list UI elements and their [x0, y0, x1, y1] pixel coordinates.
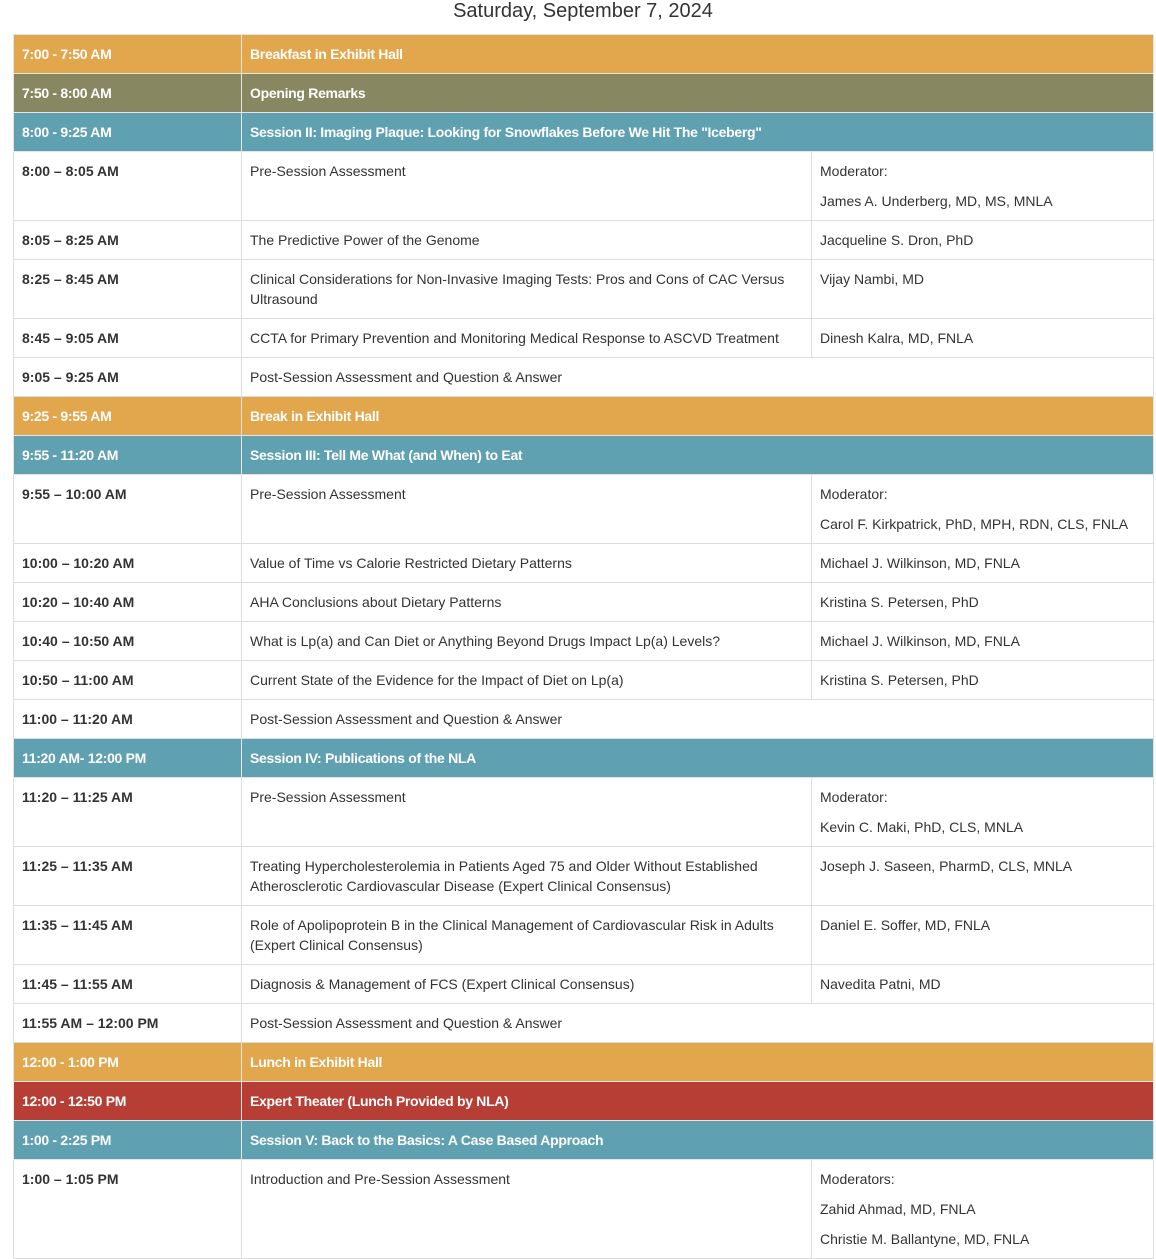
banner-time: 8:00 - 9:25 AM [14, 113, 242, 152]
speaker-cell [812, 906, 1154, 965]
moderator-label: Moderator: [820, 789, 888, 805]
schedule-row [14, 260, 1154, 319]
session-time: 10:50 – 11:00 AM [14, 661, 242, 700]
session-time: 10:00 – 10:20 AM [14, 544, 242, 583]
banner-time: 7:00 - 7:50 AM [14, 35, 242, 74]
schedule-row [14, 906, 1154, 965]
banner-title: Session II: Imaging Plaque: Looking for Snowflakes Before We Hit The "Iceberg" [242, 113, 1154, 152]
banner-title: Session V: Back to the Basics: A Case Based Approach [242, 1121, 1154, 1160]
speaker-cell [812, 778, 1154, 847]
session-title: What is Lp(a) and Can Diet or Anything Beyond Drugs Impact Lp(a) Levels? [242, 622, 812, 661]
session-title: Value of Time vs Calorie Restricted Dietary Patterns [242, 544, 812, 583]
speaker-name: Michael J. Wilkinson, MD, FNLA [820, 633, 1020, 649]
speaker-cell [812, 583, 1154, 622]
session-time: 9:05 – 9:25 AM [14, 358, 242, 397]
speaker-name: Kevin C. Maki, PhD, CLS, MNLA [820, 819, 1024, 835]
session-time: 11:20 – 11:25 AM [14, 778, 242, 847]
speaker-name: Christie M. Ballantyne, MD, FNLA [820, 1231, 1030, 1247]
speaker-cell [812, 661, 1154, 700]
banner-time: 11:20 AM- 12:00 PM [14, 739, 242, 778]
speaker-cell [812, 221, 1154, 260]
speaker-name: Jacqueline S. Dron, PhD [820, 232, 974, 248]
speaker-name: Dinesh Kalra, MD, FNLA [820, 330, 974, 346]
session-title: Clinical Considerations for Non-Invasive Imaging Tests: Pros and Cons of CAC Versus Ultrasound [242, 260, 812, 319]
schedule-banner-row [14, 1121, 1154, 1160]
session-title: Treating Hypercholesterolemia in Patients Aged 75 and Older Without Established Atherosclerotic Cardiovascular Disease (Expert Clinical Consensus) [242, 847, 812, 906]
session-title: Role of Apolipoprotein B in the Clinical Management of Cardiovascular Risk in Adults (Expert Clinical Consensus) [242, 906, 812, 965]
banner-time: 9:55 - 11:20 AM [14, 436, 242, 475]
schedule-body [14, 35, 1154, 1259]
schedule-row [14, 1160, 1154, 1259]
schedule-row [14, 475, 1154, 544]
banner-time: 7:50 - 8:00 AM [14, 74, 242, 113]
speaker-cell [812, 260, 1154, 319]
session-time: 9:55 – 10:00 AM [14, 475, 242, 544]
session-time: 11:25 – 11:35 AM [14, 847, 242, 906]
session-time: 11:35 – 11:45 AM [14, 906, 242, 965]
speaker-name: Kristina S. Petersen, PhD [820, 594, 979, 610]
session-time: 8:05 – 8:25 AM [14, 221, 242, 260]
banner-time: 12:00 - 12:50 PM [14, 1082, 242, 1121]
banner-title: Session III: Tell Me What (and When) to Eat [242, 436, 1154, 475]
session-time: 8:45 – 9:05 AM [14, 319, 242, 358]
session-time: 8:00 – 8:05 AM [14, 152, 242, 221]
speaker-name: Daniel E. Soffer, MD, FNLA [820, 917, 991, 933]
speaker-cell [812, 319, 1154, 358]
session-title: Introduction and Pre-Session Assessment [242, 1160, 812, 1259]
session-title: Post-Session Assessment and Question & Answer [242, 700, 1154, 739]
banner-title: Opening Remarks [242, 74, 1154, 113]
schedule-banner-row [14, 74, 1154, 113]
schedule-row [14, 583, 1154, 622]
banner-title: Breakfast in Exhibit Hall [242, 35, 1154, 74]
session-time: 10:20 – 10:40 AM [14, 583, 242, 622]
schedule-row [14, 358, 1154, 397]
session-title: CCTA for Primary Prevention and Monitoring Medical Response to ASCVD Treatment [242, 319, 812, 358]
schedule-row [14, 700, 1154, 739]
session-time: 11:45 – 11:55 AM [14, 965, 242, 1004]
schedule-table [13, 34, 1154, 1259]
schedule-row [14, 221, 1154, 260]
schedule-banner-row [14, 1043, 1154, 1082]
speaker-name: Navedita Patni, MD [820, 976, 941, 992]
schedule-banner-row [14, 1082, 1154, 1121]
schedule-row [14, 1004, 1154, 1043]
session-title: AHA Conclusions about Dietary Patterns [242, 583, 812, 622]
speaker-name: Kristina S. Petersen, PhD [820, 672, 979, 688]
schedule-row [14, 319, 1154, 358]
speaker-name: James A. Underberg, MD, MS, MNLA [820, 193, 1053, 209]
schedule-row [14, 622, 1154, 661]
banner-time: 12:00 - 1:00 PM [14, 1043, 242, 1082]
schedule-row [14, 847, 1154, 906]
moderator-label: Moderator: [820, 163, 888, 179]
session-time: 1:00 – 1:05 PM [14, 1160, 242, 1259]
speaker-cell [812, 475, 1154, 544]
speaker-name: Joseph J. Saseen, PharmD, CLS, MNLA [820, 858, 1073, 874]
banner-time: 1:00 - 2:25 PM [14, 1121, 242, 1160]
schedule-row [14, 778, 1154, 847]
schedule-banner-row [14, 113, 1154, 152]
speaker-name: Zahid Ahmad, MD, FNLA [820, 1201, 976, 1217]
banner-title: Break in Exhibit Hall [242, 397, 1154, 436]
schedule-row [14, 544, 1154, 583]
banner-title: Lunch in Exhibit Hall [242, 1043, 1154, 1082]
speaker-cell [812, 965, 1154, 1004]
session-title: Pre-Session Assessment [242, 475, 812, 544]
speaker-cell [812, 152, 1154, 221]
schedule-banner-row [14, 436, 1154, 475]
session-title: Post-Session Assessment and Question & Answer [242, 1004, 1154, 1043]
speaker-name: Michael J. Wilkinson, MD, FNLA [820, 555, 1020, 571]
session-time: 8:25 – 8:45 AM [14, 260, 242, 319]
speaker-name: Carol F. Kirkpatrick, PhD, MPH, RDN, CLS, FNLA [820, 516, 1129, 532]
speaker-name: Vijay Nambi, MD [820, 271, 924, 287]
session-time: 11:55 AM – 12:00 PM [14, 1004, 242, 1043]
banner-title: Session IV: Publications of the NLA [242, 739, 1154, 778]
session-title: Post-Session Assessment and Question & Answer [242, 358, 1154, 397]
moderator-label: Moderators: [820, 1171, 895, 1187]
schedule-banner-row [14, 35, 1154, 74]
schedule-banner-row [14, 397, 1154, 436]
session-time: 10:40 – 10:50 AM [14, 622, 242, 661]
banner-time: 9:25 - 9:55 AM [14, 397, 242, 436]
schedule-row [14, 661, 1154, 700]
session-title: Diagnosis & Management of FCS (Expert Clinical Consensus) [242, 965, 812, 1004]
session-time: 11:00 – 11:20 AM [14, 700, 242, 739]
banner-title: Expert Theater (Lunch Provided by NLA) [242, 1082, 1154, 1121]
speaker-cell [812, 1160, 1154, 1259]
schedule-row [14, 965, 1154, 1004]
speaker-cell [812, 544, 1154, 583]
session-title: Pre-Session Assessment [242, 778, 812, 847]
speaker-cell [812, 622, 1154, 661]
schedule-banner-row [14, 739, 1154, 778]
session-title: Pre-Session Assessment [242, 152, 812, 221]
schedule-row [14, 152, 1154, 221]
page-title: Saturday, September 7, 2024 [453, 0, 713, 22]
session-title: Current State of the Evidence for the Impact of Diet on Lp(a) [242, 661, 812, 700]
moderator-label: Moderator: [820, 486, 888, 502]
speaker-cell [812, 847, 1154, 906]
session-title: The Predictive Power of the Genome [242, 221, 812, 260]
